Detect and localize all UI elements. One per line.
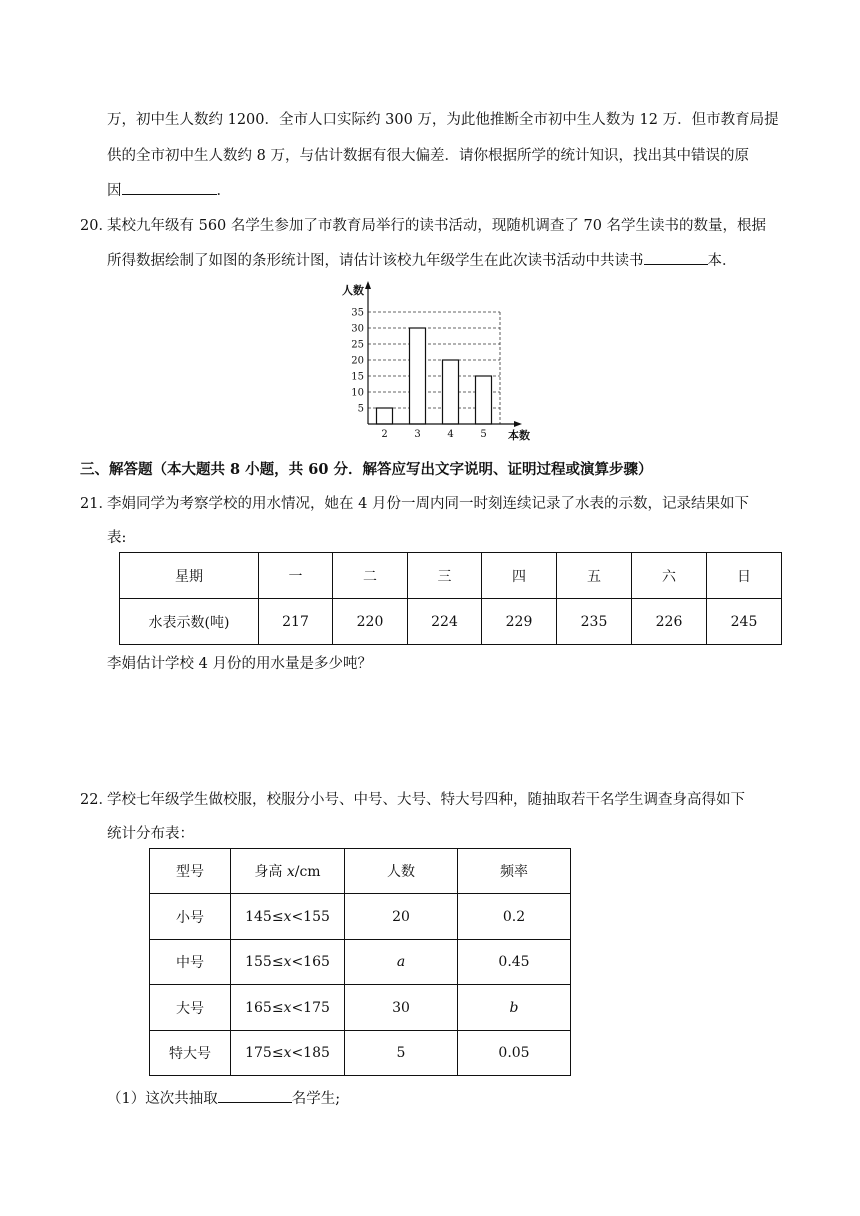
frequency-cell: 0.45 [458,940,571,985]
q20-line2-prefix: 所得数据绘制了如图的条形统计图，请估计该校九年级学生在此次读书活动中共读书 [107,253,644,269]
frequency-cell: 0.05 [458,1031,571,1076]
q22-sub1-answer-blank[interactable] [218,1088,292,1103]
reading-cell: 235 [557,599,632,645]
q19-answer-blank[interactable] [122,180,217,195]
size-cell: 大号 [150,985,231,1031]
count-cell: a [345,940,458,985]
table-row [120,599,782,645]
frequency-cell: 0.2 [458,894,571,940]
bar [377,408,393,424]
count-cell: 30 [345,985,458,1031]
y-axis-arrow [365,281,371,289]
y-tick-label: 25 [351,339,364,351]
height-range-cell: 175≤x<185 [231,1031,345,1076]
height-range-cell: 165≤x<175 [231,985,345,1031]
reading-cell: 226 [632,599,707,645]
q22-line1: 学校七年级学生做校服，校服分小号、中号、大号、特大号四种，随抽取若干名学生调查身高得如下 [107,792,745,808]
q20-answer-blank[interactable] [644,250,708,265]
y-tick-label: 20 [351,355,364,367]
day-cell: 五 [557,553,632,599]
x-tick-label: 5 [480,429,487,440]
y-tick-label: 35 [351,307,364,319]
q22-sub1-prefix: （1）这次共抽取 [107,1091,218,1107]
x-tick-label: 3 [414,429,421,440]
q19-line3-suffix: ． [216,183,231,199]
q21-line2: 表: [107,530,127,546]
header-count: 人数 [345,849,458,894]
header-size: 型号 [150,849,231,894]
q20-number: 20． [80,218,113,234]
q22-number: 22． [80,792,113,808]
count-cell: 5 [345,1031,458,1076]
table-row [150,894,571,940]
q19-line3 [107,180,231,201]
reading-cell: 245 [707,599,782,645]
x-tick-label: 2 [381,429,388,440]
table-row [150,1031,571,1076]
reading-cell: 217 [259,599,333,645]
day-cell: 二 [333,553,408,599]
size-cell: 小号 [150,894,231,940]
size-cell: 中号 [150,940,231,985]
height-range-cell: 145≤x<155 [231,894,345,940]
q21-line1: 李娟同学为考察学校的用水情况，她在 4 月份一周内同一时刻连续记录了水表的示数，记录结果如下 [107,496,749,512]
reading-cell: 220 [333,599,408,645]
height-distribution-table [149,848,571,1076]
q21-number: 21． [80,496,113,512]
q22-sub1-suffix: 名学生; [291,1091,341,1107]
height-range-cell: 155≤x<165 [231,940,345,985]
x-tick-label: 4 [447,429,454,440]
q19-line2: 供的全市初中生人数约 8 万，与估计数据有很大偏差．请你根据所学的统计知识，找出其中错误的原 [107,148,749,164]
frequency-cell: b [458,985,571,1031]
water-meter-table [119,552,782,645]
x-axis-arrow [514,421,522,427]
q20-line1: 某校九年级有 560 名学生参加了市教育局举行的读书活动，现随机调查了 70 名学生读书的数量，根据 [107,218,767,234]
reading-cell: 224 [408,599,482,645]
day-cell: 日 [707,553,782,599]
day-cell: 六 [632,553,707,599]
bar [476,376,492,424]
header-height: 身高 x/cm [231,849,345,894]
q21-question: 李娟估计学校 4 月份的用水量是多少吨？ [107,656,372,672]
row-header-weekday: 星期 [120,553,259,599]
day-cell: 四 [482,553,557,599]
day-cell: 三 [408,553,482,599]
bar [443,360,459,424]
q19-line1: 万，初中生人数约 1200．全市人口实际约 300 万，为此他推断全市初中生人数为 12 万．但市教育局提 [107,112,779,128]
table-row [150,940,571,985]
row-header-reading: 水表示数(吨) [120,599,259,645]
y-tick-label: 5 [357,403,364,415]
table-row [120,553,782,599]
q22-sub1 [107,1088,340,1109]
y-tick-label: 10 [351,387,364,399]
header-frequency: 频率 [458,849,571,894]
y-tick-label: 30 [351,323,364,335]
count-cell: 20 [345,894,458,940]
y-axis-label: 人数 [342,284,364,297]
table-row [150,985,571,1031]
q20-line2 [107,250,737,271]
table-row [150,849,571,894]
q19-line3-prefix: 因 [107,183,122,199]
x-axis-label: 本数 [508,429,530,442]
day-cell: 一 [259,553,333,599]
section3-title: 三、解答题（本大题共 8 小题，共 60 分．解答应写出文字说明、证明过程或演算步骤） [80,461,653,478]
bar [410,328,426,424]
q22-line2: 统计分布表： [107,826,194,842]
size-cell: 特大号 [150,1031,231,1076]
q20-line2-suffix: 本． [707,253,737,269]
bar-chart [330,280,530,445]
y-tick-label: 15 [351,371,364,383]
reading-cell: 229 [482,599,557,645]
